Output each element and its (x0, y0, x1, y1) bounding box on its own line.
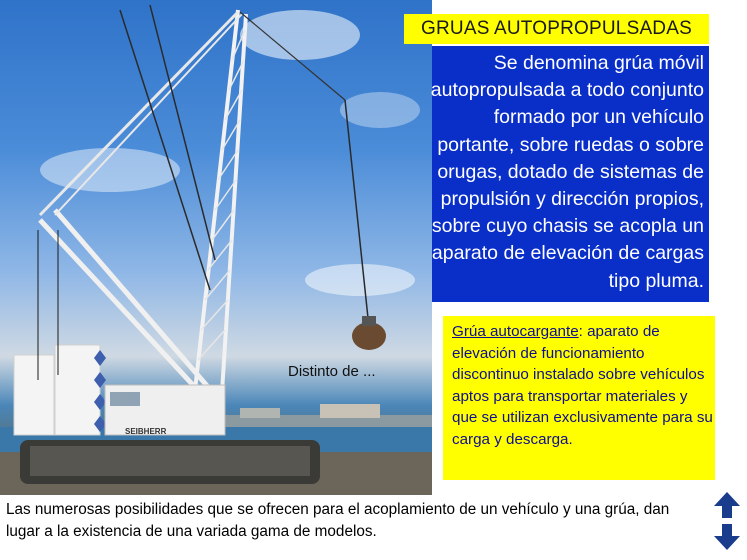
definition-line: Se denomina grúa móvil (493, 52, 704, 74)
definition-line: propulsión y dirección propios, (440, 188, 704, 211)
autocargante-note (452, 321, 714, 450)
definition-line: orugas, dotado de sistemas de (437, 160, 704, 183)
svg-text:SEIBHERR: SEIBHERR (125, 427, 167, 436)
slide-title: GRUAS AUTOPROPULSADAS (404, 14, 709, 44)
bottom-caption: Las numerosas posibilidades que se ofrecen para el acoplamiento de un vehículo y una grúa, dan lugar a la existencia de una variada gama de modelos. (6, 501, 670, 540)
definition-line: sobre cuyo chasis se acopla un (431, 215, 704, 238)
distinto-de-link[interactable]: Distinto de ... (288, 363, 376, 380)
definition-line: formado por un vehículo (493, 106, 704, 129)
definition-text (378, 50, 704, 295)
autocargante-term-link[interactable]: Grúa autocargante (452, 323, 579, 340)
definition-line: portante, sobre ruedas o sobre (437, 133, 704, 156)
up-down-arrows-icon[interactable] (710, 490, 744, 552)
autocargante-definition: : aparato de elevación de funcionamiento discontinuo instalado sobre vehículos aptos para transportar materiales y que se utilizan exclusivamente para su carga y descarga. (452, 323, 713, 448)
definition-line: tipo pluma. (608, 269, 704, 292)
definition-line: autopropulsada a todo conjunto (430, 79, 704, 102)
definition-line: aparato de elevación de cargas (431, 242, 704, 265)
